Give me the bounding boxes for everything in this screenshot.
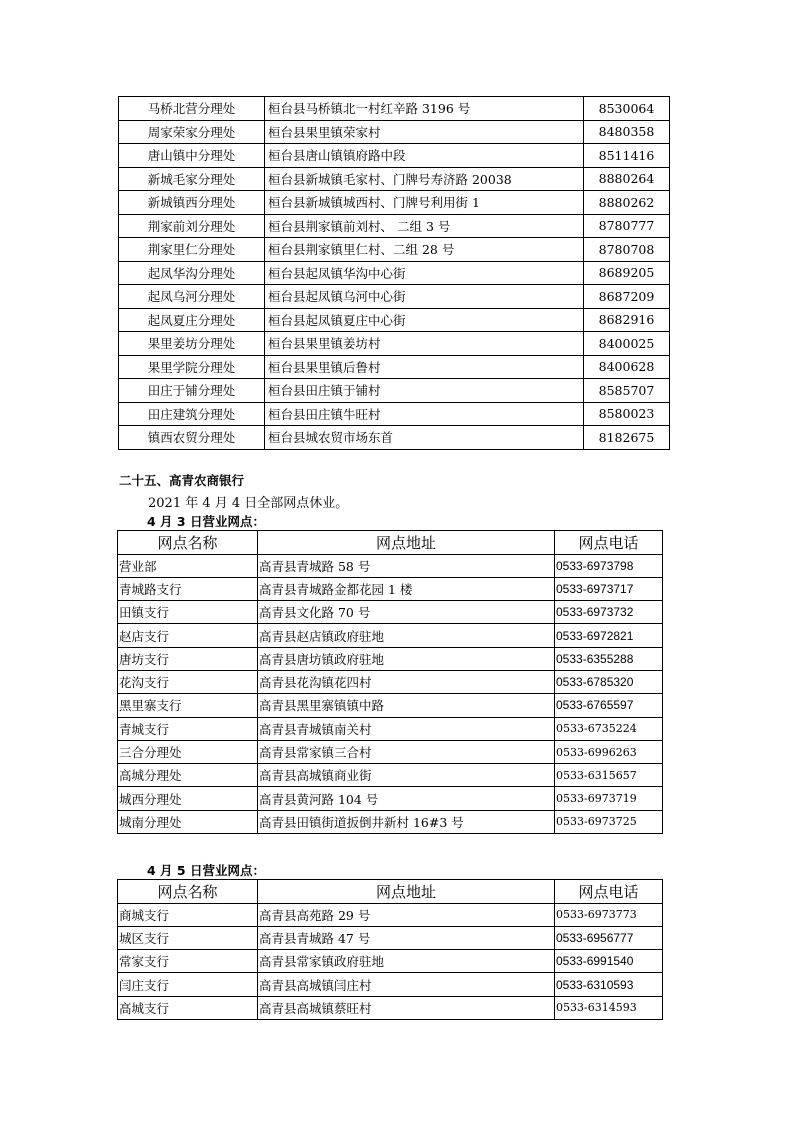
- cell-address: 高青县文化路 70 号: [258, 601, 555, 624]
- cell-phone: 0533-6996263: [555, 740, 663, 763]
- cell-address: 桓台县荆家镇前刘村、 二组 3 号: [265, 214, 584, 238]
- cell-name: 唐坊支行: [118, 647, 258, 670]
- table-row: [119, 214, 670, 238]
- cell-phone: 8880264: [584, 167, 670, 191]
- cell-name: 商城支行: [118, 903, 258, 926]
- cell-name: 镇西农贸分理处: [119, 426, 265, 450]
- column-header-address: 网点地址: [258, 880, 555, 904]
- cell-name: 起凤华沟分理处: [119, 261, 265, 285]
- table-row: [118, 624, 663, 647]
- table-row: [118, 717, 663, 740]
- table-row: [119, 402, 670, 426]
- cell-phone: 0533-6973725: [555, 810, 663, 833]
- cell-phone: 8780708: [584, 238, 670, 262]
- cell-name: 三合分理处: [118, 740, 258, 763]
- cell-name: 城区支行: [118, 926, 258, 949]
- cell-address: 桓台县起凤镇夏庄中心街: [265, 308, 584, 332]
- cell-name: 果里姜坊分理处: [119, 332, 265, 356]
- column-header-name: 网点名称: [118, 880, 258, 904]
- cell-address: 桓台县唐山镇镇府路中段: [265, 144, 584, 168]
- table-row: [118, 577, 663, 600]
- cell-name: 黑里寨支行: [118, 694, 258, 717]
- cell-phone: 0533-6355288: [555, 647, 663, 670]
- closure-note: 2021 年 4 月 4 日全部网点休业。: [148, 496, 349, 511]
- table-row: [118, 647, 663, 670]
- table-row: [118, 973, 663, 996]
- cell-address: 高青县黄河路 104 号: [258, 787, 555, 810]
- branch-table-huantai: [118, 96, 670, 450]
- cell-phone: 0533-6973717: [555, 577, 663, 600]
- cell-address: 高青县常家镇三合村: [258, 740, 555, 763]
- table-row: [118, 554, 663, 577]
- table-row: [119, 97, 670, 121]
- section-heading: 二十五、高青农商银行: [119, 473, 245, 488]
- cell-address: 高青县青城镇南关村: [258, 717, 555, 740]
- cell-phone: 8480358: [584, 120, 670, 144]
- subheading-april-3: 4 月 3 日营业网点：: [147, 514, 265, 529]
- cell-phone: 8400628: [584, 355, 670, 379]
- table-row: [118, 670, 663, 693]
- cell-phone: 8682916: [584, 308, 670, 332]
- cell-phone: 8585707: [584, 379, 670, 403]
- cell-name: 高城分理处: [118, 764, 258, 787]
- cell-phone: 8880262: [584, 191, 670, 215]
- cell-address: 桓台县田庄镇牛旺村: [265, 402, 584, 426]
- cell-address: 桓台县新城镇城西村、门牌号利用街 1: [265, 191, 584, 215]
- table-row: [119, 238, 670, 262]
- cell-address: 高青县高城镇蔡旺村: [258, 996, 555, 1019]
- table-row: [118, 694, 663, 717]
- cell-address: 高青县青城路 58 号: [258, 554, 555, 577]
- table-row: [118, 740, 663, 763]
- table-body: [118, 554, 663, 834]
- cell-address: 高青县田镇街道扳倒井新村 16#3 号: [258, 810, 555, 833]
- table-row: [119, 379, 670, 403]
- cell-address: 高青县黑里寨镇镇中路: [258, 694, 555, 717]
- table-row: [118, 787, 663, 810]
- cell-name: 荆家里仁分理处: [119, 238, 265, 262]
- table-row: [119, 167, 670, 191]
- table-row: [119, 144, 670, 168]
- column-header-phone: 网点电话: [555, 880, 663, 904]
- cell-phone: 0533-6315657: [555, 764, 663, 787]
- column-header-name: 网点名称: [118, 531, 258, 555]
- cell-name: 新城毛家分理处: [119, 167, 265, 191]
- cell-name: 新城镇西分理处: [119, 191, 265, 215]
- cell-name: 营业部: [118, 554, 258, 577]
- cell-name: 花沟支行: [118, 670, 258, 693]
- cell-phone: 0533-6973732: [555, 601, 663, 624]
- cell-phone: 8511416: [584, 144, 670, 168]
- cell-address: 高青县赵店镇政府驻地: [258, 624, 555, 647]
- cell-address: 桓台县荆家镇里仁村、二组 28 号: [265, 238, 584, 262]
- table-row: [118, 950, 663, 973]
- cell-name: 起凤夏庄分理处: [119, 308, 265, 332]
- column-header-address: 网点地址: [258, 531, 555, 555]
- cell-name: 高城支行: [118, 996, 258, 1019]
- cell-address: 高青县高城镇商业街: [258, 764, 555, 787]
- cell-phone: 8530064: [584, 97, 670, 121]
- cell-name: 青城路支行: [118, 577, 258, 600]
- cell-address: 桓台县起凤镇华沟中心街: [265, 261, 584, 285]
- cell-address: 桓台县果里镇姜坊村: [265, 332, 584, 356]
- subheading-april-5: 4 月 5 日营业网点：: [147, 863, 265, 878]
- cell-phone: 8780777: [584, 214, 670, 238]
- cell-name: 田庄于铺分理处: [119, 379, 265, 403]
- cell-phone: 8687209: [584, 285, 670, 309]
- cell-address: 桓台县马桥镇北一村红辛路 3196 号: [265, 97, 584, 121]
- table-header-row: [118, 880, 663, 904]
- table-header-row: [118, 531, 663, 555]
- cell-name: 荆家前刘分理处: [119, 214, 265, 238]
- table-row: [119, 332, 670, 356]
- column-header-phone: 网点电话: [555, 531, 663, 555]
- cell-address: 桓台县田庄镇于铺村: [265, 379, 584, 403]
- cell-address: 桓台县果里镇荣家村: [265, 120, 584, 144]
- cell-name: 青城支行: [118, 717, 258, 740]
- table-row: [118, 996, 663, 1019]
- cell-phone: 0533-6314593: [555, 996, 663, 1019]
- cell-phone: 8400025: [584, 332, 670, 356]
- cell-phone: 0533-6735224: [555, 717, 663, 740]
- cell-phone: 0533-6785320: [555, 670, 663, 693]
- cell-name: 城西分理处: [118, 787, 258, 810]
- table-body: [118, 903, 663, 1019]
- cell-name: 城南分理处: [118, 810, 258, 833]
- table-row: [118, 764, 663, 787]
- cell-address: 桓台县城农贸市场东首: [265, 426, 584, 450]
- cell-name: 马桥北营分理处: [119, 97, 265, 121]
- table-row: [119, 120, 670, 144]
- table-row: [118, 926, 663, 949]
- cell-phone: 0533-6765597: [555, 694, 663, 717]
- cell-phone: 0533-6310593: [555, 973, 663, 996]
- cell-address: 高青县高城镇闫庄村: [258, 973, 555, 996]
- cell-address: 桓台县新城镇毛家村、门牌号寿济路 20038: [265, 167, 584, 191]
- cell-phone: 0533-6972821: [555, 624, 663, 647]
- cell-phone: 0533-6973719: [555, 787, 663, 810]
- table-row: [119, 355, 670, 379]
- cell-phone: 8689205: [584, 261, 670, 285]
- cell-name: 田镇支行: [118, 601, 258, 624]
- cell-address: 高青县青城路 47 号: [258, 926, 555, 949]
- cell-address: 高青县常家镇政府驻地: [258, 950, 555, 973]
- table-row: [119, 426, 670, 450]
- cell-name: 赵店支行: [118, 624, 258, 647]
- table-row: [118, 810, 663, 833]
- cell-name: 田庄建筑分理处: [119, 402, 265, 426]
- cell-name: 起凤乌河分理处: [119, 285, 265, 309]
- cell-phone: 0533-6973773: [555, 903, 663, 926]
- table-row: [118, 601, 663, 624]
- table-row: [119, 191, 670, 215]
- cell-address: 高青县唐坊镇政府驻地: [258, 647, 555, 670]
- cell-phone: 8182675: [584, 426, 670, 450]
- cell-name: 周家荣家分理处: [119, 120, 265, 144]
- cell-address: 桓台县起凤镇乌河中心街: [265, 285, 584, 309]
- table-row: [119, 261, 670, 285]
- table-row: [119, 308, 670, 332]
- cell-address: 高青县高苑路 29 号: [258, 903, 555, 926]
- table-body: [119, 97, 670, 450]
- cell-address: 高青县花沟镇花四村: [258, 670, 555, 693]
- cell-phone: 0533-6991540: [555, 950, 663, 973]
- cell-phone: 0533-6973798: [555, 554, 663, 577]
- table-row: [118, 903, 663, 926]
- cell-name: 常家支行: [118, 950, 258, 973]
- cell-name: 果里学院分理处: [119, 355, 265, 379]
- table-row: [119, 285, 670, 309]
- branch-table-april-3: [117, 530, 663, 834]
- cell-phone: 8580023: [584, 402, 670, 426]
- branch-table-april-5: [117, 879, 663, 1020]
- cell-name: 闫庄支行: [118, 973, 258, 996]
- cell-address: 高青县青城路金都花园 1 楼: [258, 577, 555, 600]
- cell-address: 桓台县果里镇后鲁村: [265, 355, 584, 379]
- cell-phone: 0533-6956777: [555, 926, 663, 949]
- cell-name: 唐山镇中分理处: [119, 144, 265, 168]
